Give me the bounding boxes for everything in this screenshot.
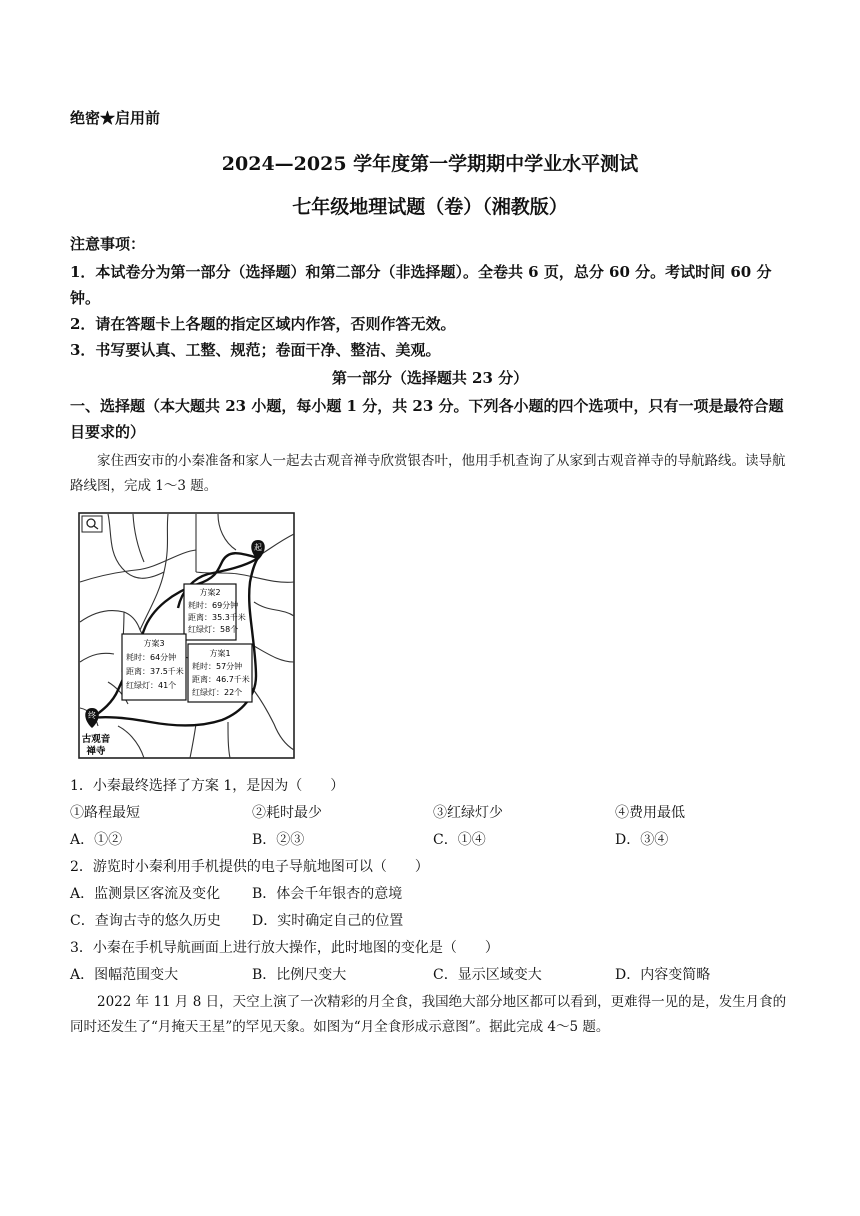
plan1-name: 方案1	[209, 649, 231, 658]
destination-label-line1: 古观音	[81, 734, 111, 745]
q3-option-c[interactable]: C．显示区域变大	[433, 967, 542, 983]
plan2-distance: 距离：35.3千米	[188, 613, 246, 622]
plan3-distance: 距离：37.5千米	[126, 667, 184, 676]
q1-sub-3: ③红绿灯少	[433, 805, 503, 821]
plan2-name: 方案2	[199, 588, 221, 597]
plan1-box	[188, 644, 252, 702]
notice-item-3: 3．书写要认真、工整、规范；卷面干净、整洁、美观。	[70, 341, 441, 359]
plan1-lights: 红绿灯：22个	[192, 688, 243, 697]
plan3-lights: 红绿灯：41个	[126, 681, 177, 690]
question-3-stem: 3．小秦在手机导航画面上进行放大操作，此时地图的变化是（ ）	[70, 940, 499, 956]
intro-passage-2: 2022 年 11 月 8 日，天空上演了一次精彩的月全食，我国绝大部分地区都可以看到，更难得一见的是，发生月食的同时还发生了“月掩天王星”的罕见天象。如图为“月全食形成示意图”。据此完成 4～5 题。	[70, 994, 787, 1035]
exam-title: 2024—2025 学年度第一学期期中学业水平测试	[221, 153, 639, 175]
q2-option-a[interactable]: A．监测景区客流及变化	[70, 886, 221, 902]
q3-option-b[interactable]: B．比例尺变大	[252, 967, 347, 983]
intro-passage-1: 家住西安市的小秦准备和家人一起去古观音禅寺欣赏银杏叶，他用手机查询了从家到古观音禅寺的导航路线。读导航路线图，完成 1～3 题。	[70, 453, 786, 494]
q2-option-b[interactable]: B．体会千年银杏的意境	[252, 886, 403, 902]
q2-option-c[interactable]: C．查询古寺的悠久历史	[70, 913, 221, 929]
q1-sub-2: ②耗时最少	[252, 805, 322, 821]
q1-option-c[interactable]: C．①④	[433, 832, 486, 848]
confidential-mark: 绝密★启用前	[70, 109, 161, 127]
plan1-time: 耗时：57分钟	[192, 662, 243, 671]
plan2-box	[184, 584, 246, 640]
part1-title: 第一部分（选择题共 23 分）	[331, 369, 529, 387]
q1-sub-1: ①路程最短	[70, 805, 140, 821]
q2-option-d[interactable]: D．实时确定自己的位置	[252, 913, 404, 929]
plan2-time: 耗时：69分钟	[188, 601, 239, 610]
end-label: 终	[88, 711, 96, 720]
notice-heading: 注意事项：	[70, 235, 146, 253]
exam-subtitle: 七年级地理试题（卷）（湘教版）	[292, 196, 568, 218]
q1-option-d[interactable]: D．③④	[615, 832, 669, 848]
navigation-map	[78, 512, 296, 760]
q1-option-b[interactable]: B．②③	[252, 832, 305, 848]
plan3-box	[122, 634, 186, 700]
section1-title: 一、选择题（本大题共 23 小题，每小题 1 分，共 23 分。下列各小题的四个选项中，只有一项是最符合题目要求的）	[70, 397, 784, 441]
question-1-stem: 1．小秦最终选择了方案 1，是因为（ ）	[70, 778, 345, 794]
q1-sub-4: ④费用最低	[615, 805, 685, 821]
notice-item-1: 1．本试卷分为第一部分（选择题）和第二部分（非选择题）。全卷共 6 页，总分 60 分。考试时间 60 分钟。	[70, 263, 772, 307]
q1-option-a[interactable]: A．①②	[70, 832, 123, 848]
plan3-time: 耗时：64分钟	[126, 653, 177, 662]
start-label: 起	[254, 543, 262, 552]
search-icon	[82, 516, 102, 532]
plan2-lights: 红绿灯：58个	[188, 625, 239, 634]
q3-option-d[interactable]: D．内容变简略	[615, 967, 711, 983]
plan1-distance: 距离：46.7千米	[192, 675, 250, 684]
plan3-name: 方案3	[143, 639, 165, 648]
destination-label-line2: 禅寺	[86, 746, 106, 757]
notice-item-2: 2．请在答题卡上各题的指定区域内作答，否则作答无效。	[70, 315, 456, 333]
q3-option-a[interactable]: A．图幅范围变大	[70, 967, 179, 983]
question-2-stem: 2．游览时小秦利用手机提供的电子导航地图可以（ ）	[70, 859, 429, 875]
